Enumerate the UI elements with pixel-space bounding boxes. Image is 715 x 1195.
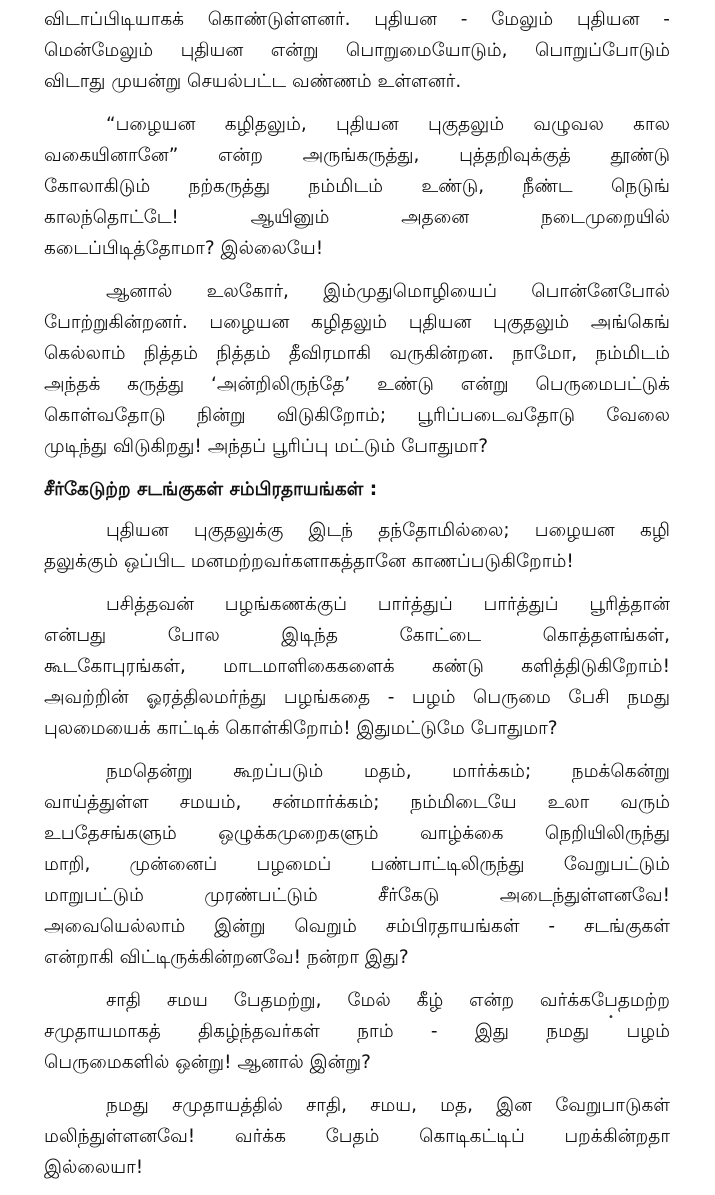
text-line: போற்றுகின்றனர். பழையன கழிதலும் புதியன புகுதலும் அங்கெங் [44,312,670,333]
text-line: இல்லையா! [44,1157,144,1178]
text-line: கூடகோபுரங்கள், மாடமாளிகைகளைக் கண்டு களித்திடுகிறோம்! [44,656,670,677]
text-line: சமுதாயமாகத் திகழ்ந்தவர்கள் நாம் - இது நமது பழம் [44,1021,670,1042]
paragraph [44,1090,670,1183]
text-line: கடைப்பிடித்தோமா? இல்லையே! [44,238,324,259]
text-line: அவையெல்லாம் இன்று வெறும் சம்பிரதாயங்கள் - சடங்குகள் [44,916,670,937]
text-line: கோலாகிடும் நற்கருத்து நம்மிடம் உண்டு, நீண்ட நெடுங் [44,176,670,197]
text-line: சாதி சமய பேதமற்று, மேல் கீழ் என்ற வர்க்கபேதமற்ற [106,990,670,1011]
text-line: வகையினானே” என்ற அருங்கருத்து, புத்தறிவுக்குத் தூண்டு [44,145,670,166]
text-line: நமது சமுதாயத்தில் சாதி, சமய, மத, இன வேறுபாடுகள் [106,1095,670,1116]
paragraph [44,109,670,264]
text-line: விடாது முயன்று செயல்பட்ட வண்ணம் உள்ளனர். [44,71,462,92]
text-line: பசித்தவன் பழங்கணக்குப் பார்த்துப் பார்த்துப் பூரித்தான் [106,594,670,615]
text-line: மாறுபட்டும் முரண்பட்டும் சீர்கேடு அடைந்துள்ளனவே! [44,885,670,906]
text-line: நமதென்று கூறப்படும் மதம், மார்க்கம்; நமக்கென்று [106,761,670,782]
text-line: காலந்தொட்டே! ஆயினும் அதனை நடைமுறையில் [44,207,670,228]
text-line: தலுக்கும் ஒப்பிட மனமற்றவர்களாகத்தானே காணப்படுகிறோம்! [44,551,574,572]
text-line: அவற்றின் ஓரத்திலமர்ந்து பழங்கதை - பழம் பெருமை பேசி நமது [44,687,670,708]
text-line: முடிந்து விடுகிறது! அந்தப் பூரிப்பு மட்டும் போதுமா? [44,436,489,457]
text-line: உபதேசங்களும் ஒழுக்கமுறைகளும் வாழ்க்கை நெறியிலிருந்து [44,823,670,844]
paragraph [44,589,670,744]
text-line: வாய்த்துள்ள சமயம், சன்மார்க்கம்; நம்மிடையே உலா வரும் [44,792,670,813]
text-line: மாறி, முன்னைப் பழமைப் பண்பாட்டிலிருந்து வேறுபட்டும் [44,854,670,875]
paragraph [44,4,670,97]
text-line: பெருமைகளில் ஒன்று! ஆனால் இன்று? [44,1052,371,1073]
paragraph [44,515,670,577]
section-heading: சீர்கேடுற்ற சடங்குகள் சம்பிரதாயங்கள் : [44,479,378,500]
text-line: “பழையன கழிதலும், புதியன புகுதலும் வழுவல கால [106,114,670,135]
text-line: புலமையைக் காட்டிக் கொள்கிறோம்! இதுமட்டுமே போதுமா? [44,718,558,739]
small-print-mark: • [608,1012,614,1023]
paragraph [44,276,670,462]
section-body [44,515,670,1183]
section-intro [44,4,670,462]
paragraph [44,756,670,973]
text-line: அந்தக் கருத்து ‘அன்றிலிருந்தே’ உண்டு என்று பெருமைபட்டுக் [44,374,670,395]
text-line: என்பது போல இடிந்த கோட்டை கொத்தளங்கள், [44,625,670,646]
text-line: விடாப்பிடியாகக் கொண்டுள்ளனர். புதியன - மேலும் புதியன - [44,9,670,30]
text-line: புதியன புகுதலுக்கு இடந் தந்தோமில்லை; பழையன கழி [106,520,670,541]
document-page [44,4,670,1195]
text-line: கொள்வதோடு நின்று விடுகிறோம்; பூரிப்படைவதோடு வேலை [44,405,670,426]
paragraph [44,985,670,1078]
text-line: என்றாகி விட்டிருக்கின்றனவே! நன்றா இது? [44,947,409,968]
text-line: ஆனால் உலகோர், இம்முதுமொழியைப் பொன்னேபோல் [106,281,670,302]
text-line: மலிந்துள்ளனவே! வர்க்க பேதம் கொடிகட்டிப் பறக்கின்றதா [44,1126,670,1147]
text-line: கெல்லாம் நித்தம் நித்தம் தீவிரமாகி வருகின்றன. நாமோ, நம்மிடம் [44,343,670,364]
text-line: மென்மேலும் புதியன என்று பொறுமையோடும், பொறுப்போடும் [44,40,670,61]
